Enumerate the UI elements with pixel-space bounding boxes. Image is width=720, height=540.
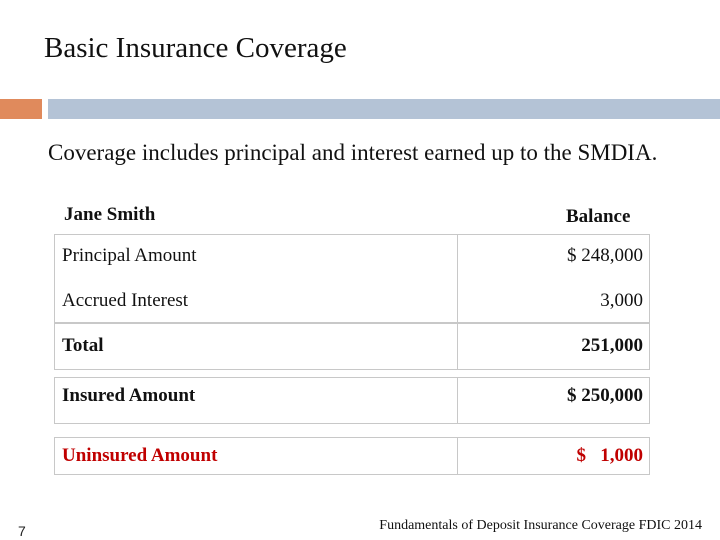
insured-amount-label: Insured Amount	[62, 385, 196, 406]
title-accent-bar-blue	[48, 99, 720, 119]
principal-amount-label: Principal Amount	[62, 245, 197, 266]
column-header-name: Jane Smith	[64, 204, 156, 225]
footer-source: Fundamentals of Deposit Insurance Coverage FDIC 2014	[379, 518, 702, 533]
uninsured-amount-value: $ 1,000	[576, 445, 643, 466]
slide-title: Basic Insurance Coverage	[44, 32, 347, 64]
value-column	[458, 235, 649, 322]
total-label: Total	[62, 335, 104, 356]
table-row-total	[54, 323, 650, 370]
table-row-insured	[54, 377, 650, 424]
page-number: 7	[18, 523, 26, 539]
total-value: 251,000	[581, 335, 643, 356]
table-block-balances	[54, 234, 650, 323]
column-header-balance: Balance	[566, 206, 631, 227]
principal-amount-value: $ 248,000	[567, 245, 643, 266]
accrued-interest-label: Accrued Interest	[62, 290, 189, 311]
label-column	[55, 235, 458, 322]
uninsured-amount-label: Uninsured Amount	[62, 445, 218, 466]
insured-amount-value: $ 250,000	[567, 385, 643, 406]
accrued-interest-value: 3,000	[600, 290, 643, 311]
table-row-uninsured	[54, 437, 650, 475]
slide-subtitle: Coverage includes principal and interest earned up to the SMDIA.	[48, 140, 658, 165]
title-accent-bar-orange	[0, 99, 42, 119]
